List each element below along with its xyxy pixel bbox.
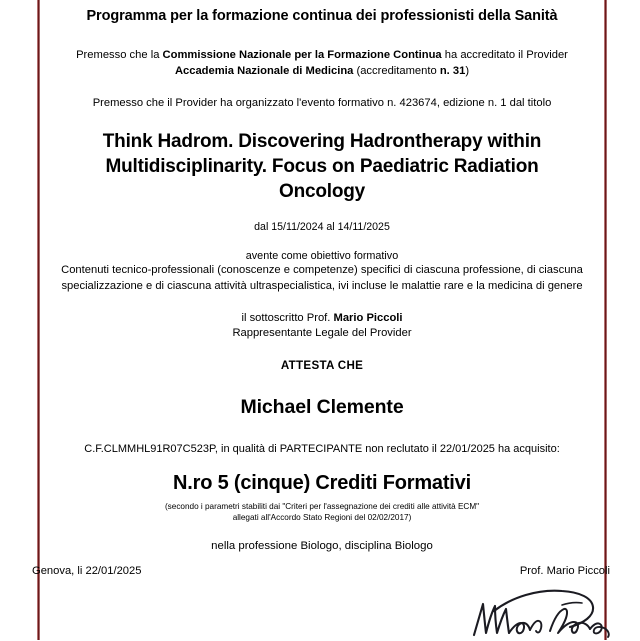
attests-heading: ATTESTA CHE xyxy=(280,358,364,372)
footer-signer xyxy=(520,565,610,577)
objective-body: Contenuti tecnico-professionali (conoscenze e competenze) specifici di ciascuna professione, di ciascuna specializzazione e di ciascuna attività ultraspecialistica, ivi incluse le malattie rare e la medicina di genere xyxy=(61,263,583,292)
provider-name: Accademia Nazionale di Medicina xyxy=(174,64,354,77)
premise-line1-prefix: Premesso che la xyxy=(76,49,163,61)
credits-headline: N.ro 5 (cinque) Crediti Formativi xyxy=(173,471,471,494)
certificate-body xyxy=(40,0,604,640)
event-title: Think Hadrom. Discovering Hadrontherapy within Multidisciplinarity. Focus on Paediatric Radiation Oncology xyxy=(102,130,542,202)
signer-prefix: il sottoscritto Prof. xyxy=(241,311,334,324)
footer xyxy=(0,565,640,577)
page-title: Programma per la formazione continua dei professionisti della Sanità xyxy=(86,8,558,24)
accreditation-label: (accreditamento xyxy=(353,64,440,77)
place-and-date: Genova, li 22/01/2025 xyxy=(32,565,142,577)
recipient-fiscal-line: C.F.CLMMHL91R07C523P, in qualità di PARTECIPANTE non reclutato il 22/01/2025 ha acquisito: xyxy=(84,442,560,455)
event-date-range: dal 15/11/2024 al 14/11/2025 xyxy=(254,220,390,233)
signer-role: Rappresentante Legale del Provider xyxy=(232,327,412,339)
premise-line1-suffix: ha accreditato il Provider xyxy=(441,49,568,61)
right-border-rule xyxy=(604,0,607,640)
credits-fineprint-line1: (secondo i parametri stabiliti dai "Criteri per l'assegnazione dei crediti alle attività ECM" xyxy=(164,501,480,511)
premise-event-line: Premesso che il Provider ha organizzato l'evento formativo n. 423674, edizione n. 1 dal titolo xyxy=(92,97,552,109)
signer-name: Mario Piccoli xyxy=(333,311,403,324)
objective-intro: avente come obiettivo formativo xyxy=(245,249,399,262)
credits-fineprint-line2: allegati all'Accordo Stato Regioni del 02/02/2017) xyxy=(232,512,412,522)
accreditation-close-paren: ) xyxy=(465,64,470,77)
premise-commission-name: Commissione Nazionale per la Formazione Continua xyxy=(162,49,442,61)
footer-signer-name: Prof. Mario Piccoli xyxy=(519,565,610,577)
signer-block xyxy=(40,311,604,342)
credits-fineprint xyxy=(40,501,604,523)
profession-line: nella professione Biologo, disciplina Biologo xyxy=(211,539,433,552)
recipient-name: Michael Clemente xyxy=(240,395,404,418)
accreditation-number: n. 31 xyxy=(439,64,466,77)
premise-accreditation xyxy=(40,48,604,79)
